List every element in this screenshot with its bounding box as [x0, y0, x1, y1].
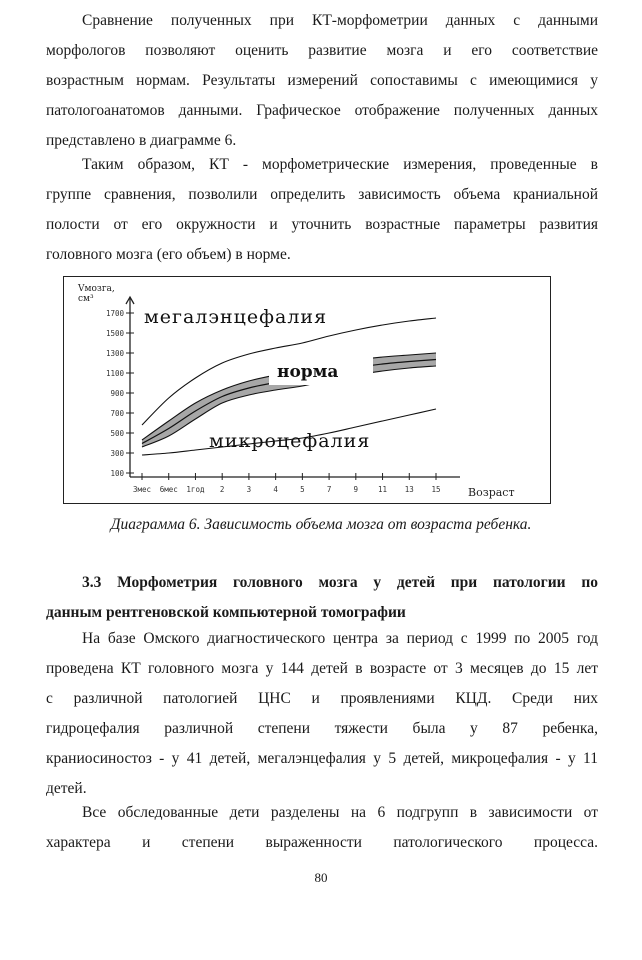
heading-line: 3.3 Морфометрия головного мозга у детей при патологии по — [82, 574, 598, 591]
paragraph-4 — [46, 798, 598, 858]
text-line: Сравнение полученных при КТ-морфометрии данных с данными — [82, 12, 598, 29]
text-line: гидроцефалия различной степени тяжести была у 87 ребенка, — [46, 720, 598, 737]
x-tick-label: 7 — [326, 485, 332, 494]
x-axis-label: Возраст — [468, 486, 515, 499]
x-tick-label: 3мес — [132, 485, 152, 494]
y-tick-label: 500 — [110, 429, 124, 438]
x-tick-label: 6мес — [159, 485, 178, 494]
x-tick-label: 2 — [219, 485, 225, 494]
paragraph-1 — [46, 6, 598, 156]
x-tick-label: 11 — [378, 485, 388, 494]
heading-line: данным рентгеновской компьютерной томографии — [46, 604, 406, 621]
y-tick-label: 1500 — [105, 329, 124, 338]
y-tick-label: 1700 — [105, 309, 124, 318]
text-line: проведена КТ головного мозга у 144 детей в возрасте от 3 месяцев до 15 лет — [46, 660, 598, 677]
y-tick-label: 100 — [110, 469, 124, 478]
text-line: представлено в диаграмме 6. — [46, 132, 237, 149]
y-tick-label: 900 — [110, 389, 124, 398]
x-tick-label: 13 — [404, 485, 414, 494]
y-tick-label: 700 — [110, 409, 124, 418]
region-label-microcephaly: микроцефалия — [209, 430, 371, 452]
text-line: На базе Омского диагностического центра за период с 1999 по 2005 год — [82, 630, 598, 647]
y-tick-label: 1100 — [105, 369, 124, 378]
text-line: с различной патологией ЦНС и проявлениями КЦД. Среди них — [46, 690, 598, 707]
x-tick-label: 5 — [300, 485, 305, 494]
section-heading — [46, 568, 598, 628]
text-line: морфологов позволяют оценить развитие мозга и его соответствие — [46, 42, 598, 59]
y-axis-label-line1: Vмозга, — [78, 284, 115, 294]
x-tick-label: 9 — [353, 485, 359, 494]
text-line: краниосиностоз - у 41 детей, мегалэнцефалия у 5 детей, микроцефалия - у 11 — [46, 750, 598, 767]
text-line: Все обследованные дети разделены на 6 подгрупп в зависимости от — [82, 804, 598, 821]
text-line: Таким образом, КТ - морфометрические измерения, проведенные в — [82, 156, 598, 173]
x-tick-label: 3 — [246, 485, 252, 494]
figure-caption: Диаграмма 6. Зависимость объема мозга от возраста ребенка. — [110, 516, 532, 533]
region-label-megalencephaly: мегалэнцефалия — [144, 306, 328, 328]
text-line: группе сравнения, позволили определить зависимость объема краниальной — [46, 186, 598, 203]
y-tick-label: 300 — [110, 449, 124, 458]
text-line: возрастным нормам. Результаты измерений сопоставимы с имеющимися у — [46, 72, 598, 89]
x-tick-label: 15 — [431, 485, 441, 494]
chart-svg — [64, 277, 549, 502]
page-number: 80 — [314, 870, 328, 885]
text-line: характера и степени выраженности патологического процесса. — [46, 834, 598, 851]
x-tick-label: 4 — [273, 485, 278, 494]
text-line: патологоанатомов данными. Графическое отображение полученных данных — [46, 102, 598, 119]
text-line: детей. — [46, 780, 87, 797]
y-tick-label: 1300 — [105, 349, 124, 358]
y-axis-label-line2: см³ — [78, 294, 94, 304]
region-label-norm: норма — [277, 362, 339, 382]
paragraph-2 — [46, 150, 598, 270]
paragraph-3 — [46, 624, 598, 804]
text-line: полости от его окружности и уточнить возрастные параметры развития — [46, 216, 598, 233]
x-tick-label: 1год — [186, 485, 205, 494]
brain-volume-diagram — [63, 276, 551, 504]
text-line: головного мозга (его объем) в норме. — [46, 246, 291, 263]
